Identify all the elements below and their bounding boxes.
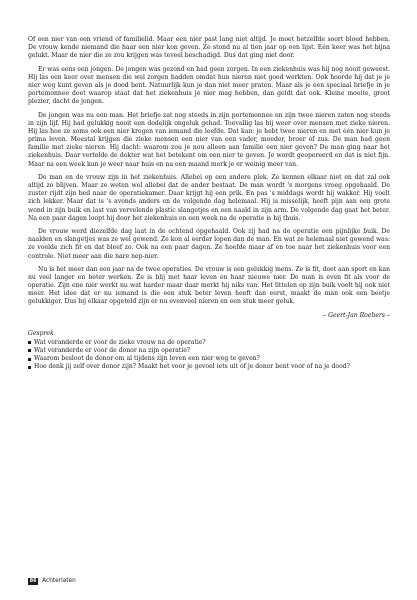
story-page <box>28 36 390 371</box>
story-paragraph: De vrouw werd diezelfde dag laat in de ochtend opgehaald. Ook zij had na de operatie een pijnlijke buik. De naalden en slangetjes was ze wel gewend. Ze kon al eerder lopen dan de man. En wat ze helemaal niet gewend was: ze voelde zich fit en dat bleef zo. Ook na een paar dagen. Ze hoefde maar af en toe naar het ziekenhuis voor een controle. Niet meer aan die nare nep-nier. <box>28 228 390 260</box>
question-item: Waarom besloot de donor om al tijdens zijn leven een nier weg te geven? <box>28 355 390 363</box>
question-item: Wat veranderde er voor de zieke vrouw na de operatie? <box>28 339 390 347</box>
story-paragraph: De jongen was nu een man. Het briefje zat nog steeds in zijn portemonnee en zijn twee nieren zaten nog steeds in zijn lijf. Hij had gelukkig nooit een dodelijk ongeluk gehad. Toevallig las hij weer over mensen met zieke nieren. Hij las hoe ze soms ook een nier kregen van iemand die leefde. Dat kan: je hebt twee nieren en met één nier kun je prima leven. Meestal krijgen die zieke mensen een nier van een vader, moeder, broer of zus. De man had geen familie met zieke nieren. Hij dacht: waarom zou je nou alleen aan familie een nier geven? De man ging naar het ziekenhuis. Daar vertelde de dokter wat het betekent om een nier te geven. Je wordt geopereerd en dat is niet fijn. Maar na een week kun je weer naar huis en na een maand merk je er weinig meer van. <box>28 111 390 168</box>
page-footer <box>28 576 76 586</box>
question-list <box>28 339 390 372</box>
story-paragraph: Nu is het meer dan een jaar na de twee operaties. De vrouw is een gelukkig mens. Ze is fit, doet aan sport en kan nu veel langer en beter werken. Ze is blij met haar leven en haar nieuwe nier. De man is even fit als voor de operatie. Zijn ene nier werkt nu wat harder maar daar merkt hij niks van. Het littelen op zijn buik voelt hij ook niet meer. Het idee dat er nu iemand is die een stuk beter leven heeft dan eerst, maakt de man ook een beetje gelukkiger. Dus bij elkaar opgeteld zijn er nu evenveel nieren en een stuk meer geluk. <box>28 265 390 306</box>
author-signature: – Geert-Jan Roebers – <box>323 311 390 319</box>
discussion-section <box>28 330 390 371</box>
question-item: Wat veranderde er voor de donor na zijn operatie? <box>28 347 390 355</box>
page-number: 86 <box>29 577 37 584</box>
section-name: Achterlaten <box>42 578 76 584</box>
story-paragraph: Er was eens een jongen. De jongen was gezond en had geen zorgen. In een ziekenhuis was hij nog nooit geweest. Hij las een keer over mensen die wel zorgen hadden omdat hun nieren niet goed werkten. Ook hoorde hij dat je je nier weg kunt geven als je dood bent. Natuurlijk kun je dan niet meer praten. Maar als je een speciaal briefje in je portemonnee doet waarop staat dat het ziekenhuis je nier mag hebben, dan geldt dat ook. Kleine moeite, groot plezier, dacht de jongen. <box>28 65 390 106</box>
question-item: Hoe denk jij zelf over donor zijn? Maakt het voor je gevoel iets uit of je donor bent voor of na je dood? <box>28 363 390 371</box>
discussion-title: Gesprek <box>28 329 54 337</box>
story-paragraph: Of een nier van een vriend of familielid. Maar een nier past lang niet altijd. Je moet hetzelfde soort bloed hebben. De vrouw kende niemand die haar een nier kon geven. Ze stond nu al tien jaar op een lijst. Eén keer was het bijna gelukt. Maar de nier die ze zou krijgen was teveel beschadigd. Dus dat ging niet door. <box>28 36 390 60</box>
story-paragraph: De man en de vrouw zijn in het ziekenhuis. Allebei op een andere plek. Ze kennen elkaar niet en dat zal ook altijd zo blijven. Maar ze weten wel allebei dat de ander bestaat. De man wordt 's morgens vroeg opgehaald. De zuster rijdt zijn bed naar de operatiekamer. Daar krijgt hij een prik. En pas 's middags wordt hij wakker. Hij voelt zich lekker. Maar dat is 's avonds anders en de volgende dag helemaal. Hij is misselijk, heeft pijn aan een grote wond in zijn buik en last van vervelende plastic slangetjes en een naald in zijn arm. De volgende dag gaat het beter. Na een paar dagen loopt hij door het ziekenhuis en een week na de operatie is hij thuis. <box>28 173 390 222</box>
